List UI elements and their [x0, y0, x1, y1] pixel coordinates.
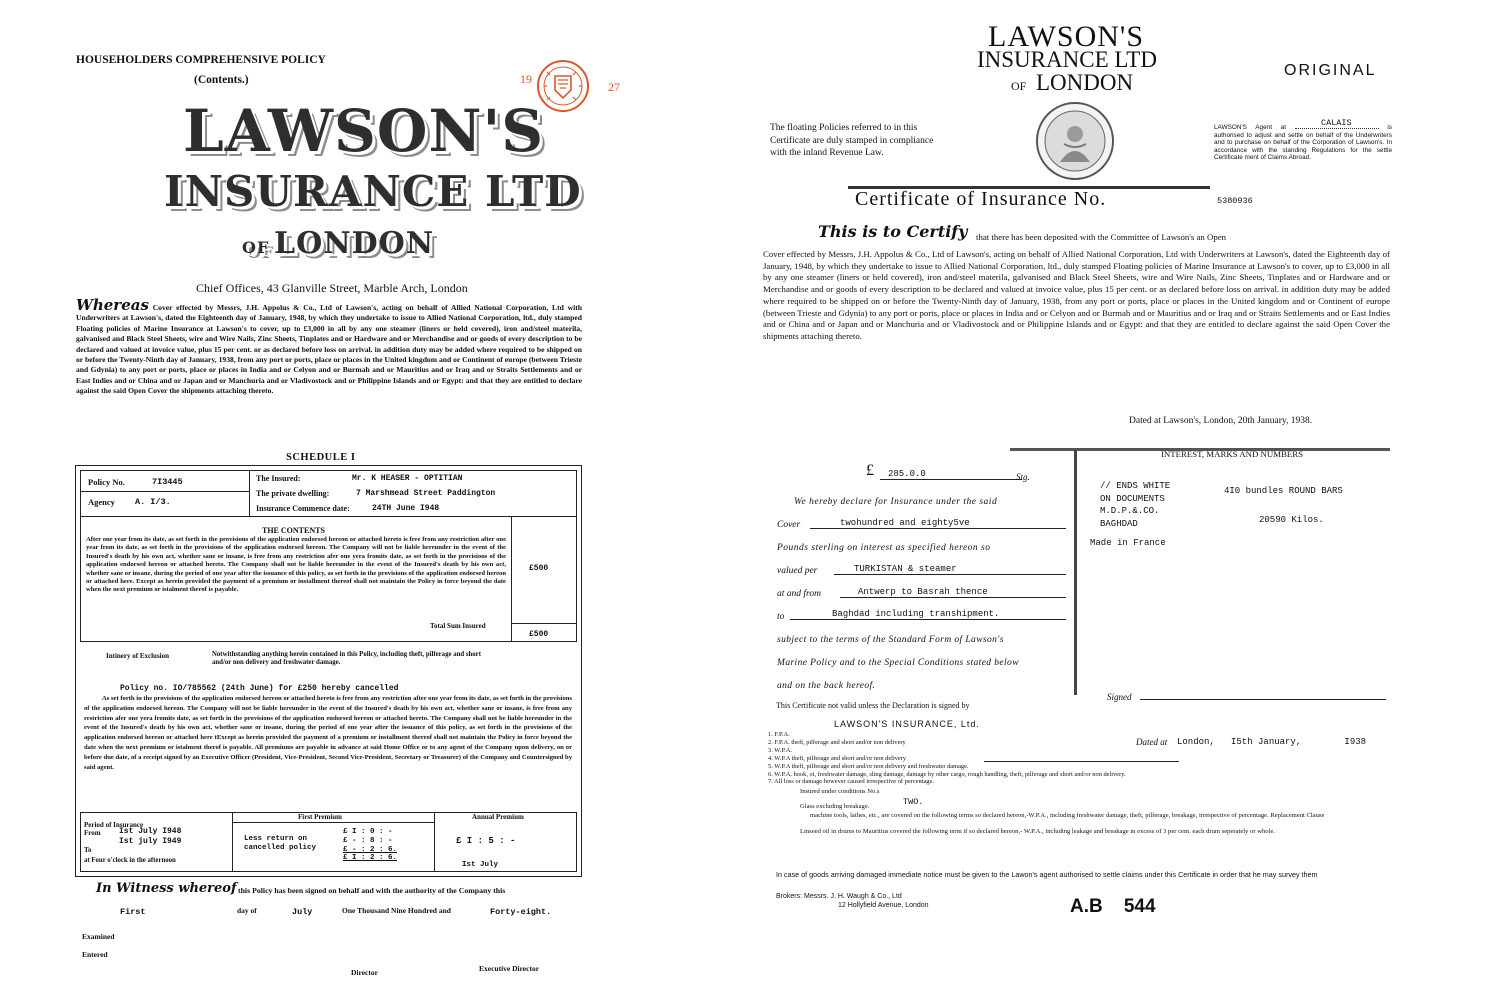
condition-6: 6. W.P.A. hook, oi, freshwater damage, sling damage, damage by other cargo, rough handling, theft, pilferage and short and/or non delivery. — [768, 770, 1126, 778]
exclusion-text: Notwithstanding anything herein contained in this Policy, including theft, pilferage and short and/or non delivery and freshwater damage. — [212, 651, 481, 667]
agency-value: A. I/3. — [135, 497, 171, 507]
commence-label: Insurance Commence date: — [256, 504, 350, 513]
examined-label: Examined — [82, 932, 115, 941]
right-title-of: OF — [1011, 79, 1027, 93]
total-amount: £500 — [529, 630, 549, 639]
conditions-two: TWO. — [903, 797, 924, 807]
company-signature: LAWSON'S INSURANCE, Ltd. — [834, 719, 980, 729]
contents-title: THE CONTENTS — [262, 526, 325, 535]
director-label: Director — [351, 968, 378, 977]
cancel-text: As set forth in the provisions of the application endorsed hereon or attached hereto is free from any restriction after one year from its date, as set forth in the provisions of the application endorsed hereon. The Company will not be liable hereunder in the event of the Insured's death by his own act, whether sane or insane, is free from any restriction afer one yera fromits date, as set forth in the provisions of the application endorsed hereon or attached hereto. The Company shall not be liable hereunder in the event of the Insured's death by his own act, whether sane or insane, during the period of one year after the issuance of this policy, as set forth in the provisions of the application endorsed hereon or attached here tExcept as herein provided the payment of a premium or installment thereof shall not maintain the Policy in force beyond the date when the next premium or istalment therof is payable. All premiums are payable in advance at said Home Office or to any agent of the Company upon delivery, on or before due date, of a receipt signed by an Executive Officer (President, Vice-President, Second Vice-President, Secretary or Treasurer) of the Company and Countersigned by said agent. — [84, 695, 572, 771]
to-value: Ist july I949 — [119, 837, 182, 846]
conditions-list — [768, 731, 1388, 786]
annual-date: Ist July — [462, 861, 499, 869]
premium-row-1: £ I : 0 : - — [343, 828, 393, 836]
chief-offices: Chief Offices, 43 Glanville Street, Marble Arch, London — [196, 281, 468, 295]
witness-text: this Policy has been signed on behalf and with the authority of the Company this — [238, 886, 506, 895]
damage-notice: In case of goods arriving damaged immediate notice must be given to the Lawon's agent authorised to settle claims under this Certificate in order that he may survey them — [776, 870, 1318, 879]
to-label: To — [84, 846, 92, 854]
exec-director-label: Executive Director — [479, 964, 540, 973]
marks-line-2: ON DOCUMENTS — [1100, 493, 1165, 504]
valued-value: TURKISTAN & steamer — [834, 564, 1066, 575]
premium-rows — [343, 828, 397, 863]
contents-amount: £500 — [529, 564, 549, 573]
whereas-word: Whereas — [76, 296, 149, 314]
right-title-line3: LONDON — [1036, 70, 1134, 95]
to-value: Baghdad including transhipment. — [790, 609, 1066, 620]
medallion-seal-icon — [1034, 100, 1116, 182]
condition-7: 7. All loss or damage however caused irrespective of percentage. — [768, 778, 934, 786]
condition-1: 1. F.P.A. — [768, 731, 790, 738]
witness-word: In Witness whereof — [96, 881, 237, 896]
goods-description: 4I0 bundles ROUND BARS — [1224, 486, 1343, 496]
left-title-line1: LAWSON'S — [183, 97, 545, 165]
brokers-line-1: Brokers: Messrs. J. H. Waugh & Co., Ltd — [776, 893, 902, 900]
machine-tools-note: machine tools, lathes, etc., are covered on the following terms so declared hereon,-W.P.A., including freshwater damage, theft, pilferage, breakage, irrespective of percentage. Replacement Clause — [810, 812, 1325, 819]
pounds-line: Pounds sterling on interest as specified hereon so — [777, 543, 991, 553]
premium-row-2: £ - : 8 : - — [343, 836, 393, 845]
cover-paragraph: Cover effected by Messrs, J.H. Appolus & Co., Ltd of Lawson's, acting on behalf of Allied National Corporation, Ltd with Underwriters at Lawson's, dated the Eighteenth day of January, 1948, by which they undertake to issue to Allied National Corporation, ltd., duly stamped Floating policies of Marine Insurance at Lawson's to cover, up to £3,000 in all by any one steamer (liners or held covered), iron and/steel materila, galvanised and Black Steel Sheets, wire and Wire Nails, Zinc Sheets, Tinplates and or Hardware and or Merchandise and or goods of every description to be declared and valued at invoice value, plus 15 per cent. or as declared before loss on arrival. in addition duty may be added where required to be shipped on or before the Twenty-Ninth day of January, 1938, from any port or ports, place or places in the United kingdom and or Continent of europe (between Trieste and Gdynia) to any port or ports, place or places in India and or Celyon and or Burmah and or Mauritius and or Iraq and or Straits Settlements and or East Indies and or China and or Japan and or Manchuria and or Vladivostock and or Philippine Islands and or Egypt: and that they are entitled to declare against the said Open Cover the shipments attaching thereto. — [763, 249, 1390, 341]
agent-text — [1214, 124, 1392, 162]
policy-subtype: (Contents.) — [194, 74, 249, 86]
agent-place: CALAIS — [1321, 118, 1352, 128]
insured-value: Mr. K HEASER - OPTITIAN — [352, 474, 463, 483]
amount-value: 285.0.0 — [880, 469, 1022, 480]
agent-text-2: is authorised to adjust and settle on behalf of the Underwriters and to purchase on behalf of the Corporation of Lawson's. In accordance with the standing Regulations for the settle Certificate ment of Claims Abroad. — [1214, 124, 1392, 162]
left-title-of: OF — [242, 238, 270, 257]
subject-line: subject to the terms of the Standard Form of Lawson's — [777, 635, 1004, 645]
condition-4: 4. W.P.A theft, pilferage and short and/or non delivery — [768, 754, 907, 762]
whereas-paragraph — [76, 296, 583, 397]
signed-label: Signed — [1107, 692, 1132, 702]
from-value: Ist July I948 — [119, 827, 182, 836]
marine-line: Marine Policy and to the Special Conditions stated below — [777, 658, 1019, 668]
declare-line: We hereby declare for Insurance under the said — [794, 497, 998, 507]
schedule-title: SCHEDULE I — [286, 452, 356, 463]
dwelling-value: 7 Marshmead Street Paddington — [356, 489, 496, 498]
premium-row-4: £ I : 2 : 6. — [343, 854, 398, 863]
made-in: Made in France — [1090, 538, 1166, 548]
seal-year-left: 19 — [520, 72, 532, 86]
reference-code: A.B 544 — [1070, 896, 1156, 917]
witness-dayof: day of — [237, 906, 257, 915]
annual-value: £ I : 5 : - — [456, 836, 516, 846]
goods-weight: 20590 Kilos. — [1259, 515, 1324, 525]
witness-month: July — [292, 907, 313, 917]
agent-text-1: LAWSON'S Agent at — [1214, 124, 1286, 131]
dated-at-label: Dated at — [1136, 737, 1168, 747]
policy-no-value: 7I3445 — [152, 477, 183, 487]
brokers-line-2: 12 Hollyfield Avenue, London — [838, 902, 929, 909]
witness-year: Forty-eight. — [490, 907, 552, 917]
marks-line-1: // ENDS WHITE — [1100, 481, 1171, 491]
cover-label: Cover — [777, 520, 801, 530]
certificate-number: 5380936 — [1217, 196, 1253, 206]
to-label: to — [777, 612, 785, 622]
from-label: From — [84, 829, 101, 837]
dated-line: Dated at Lawson's, London, 20th January, 1938. — [1129, 416, 1313, 426]
glass-note: Glass excluding breakage. — [800, 803, 870, 810]
afternoon-note: at Four o'clock in the afternoon — [84, 857, 176, 864]
condition-2: 2. F.P.A. theft, pilferage and short and/or non delivery — [768, 738, 906, 746]
cover-value: twohundred and eighty5ve — [810, 518, 1066, 529]
dwelling-label: The private dwelling: — [256, 489, 330, 498]
premium-row-3: £ - : 2 : 6. — [343, 845, 398, 854]
certificate-title: Certificate of Insurance No. — [855, 188, 1107, 210]
pound-sign: £ — [866, 462, 874, 479]
left-title-line2: INSURANCE LTD — [164, 167, 582, 216]
period-label: Period of Insurance — [84, 821, 144, 829]
commence-value: 24TH June I948 — [372, 504, 440, 513]
contents-text: After one year from its date, as set forth in the provisions of the application endorsed hereon or attached hereto is free from any restriction after one year from its date, as set forth in the provisions of the application endorsed hereon. The Company will not be liable hereunder in the event of the Insured's death by his own act, whether sane or insane, is free from any restriction afer one yera fromits date, as set forth in the provisions of the application endorsed hereon or attached hereto. The Company shall not be liable hereunder in the event of the Insured's death by his own act, whether sane or insane, during the period of one year after the issuance of this policy, as set forth in the provisions of the application endorsed hereon or attached here. Except as herein provided the payment of a premium or installment thereof shall not maintain the Policy in force beyond the date when the next premium or istalment therof is payable. — [86, 536, 506, 594]
interest-label: INTEREST, MARKS AND NUMBERS — [1161, 449, 1304, 459]
right-title-line1: LAWSON'S — [988, 20, 1145, 53]
exclusion-label: Intinery of Exclusion — [106, 652, 170, 660]
less-return-label: Less return on cancelled policy — [244, 835, 317, 852]
policy-no-label: Policy No. — [88, 477, 125, 487]
at-from-label: at and from — [777, 589, 821, 599]
certify-text: that there has been deposited with the Committee of Lawson's an Open — [976, 232, 1227, 242]
total-label: Total Sum Insured — [430, 622, 486, 630]
certify-word: This is to Certify — [818, 222, 968, 241]
condition-5: 5. W.P.A theft, pilferage and short and/or non delivery and freshwater damage. — [768, 762, 969, 770]
back-line: and on the back hereof. — [777, 681, 876, 691]
seal-year-right: 27 — [608, 80, 620, 94]
right-title-line2: INSURANCE LTD — [977, 47, 1157, 72]
insured-under: Insured under conditions No.s — [800, 788, 880, 795]
agency-label: Agency — [88, 497, 115, 507]
marks-line-4: BAGHDAD — [1100, 518, 1138, 529]
left-title-line3: LONDON — [274, 226, 435, 261]
insured-label: The Insured: — [256, 474, 301, 483]
dated-at-value: London, I5th January, I938 — [1177, 737, 1367, 747]
linseed-note: Linseed oil in drums to Mauritius covered the following term if so declared hereon,- W.P.A., including leakage and breakage in excess of 3 per cent. each drum seperately or whole. — [800, 828, 1275, 835]
marks-line-3: M.D.P.&.CO. — [1100, 506, 1160, 516]
witness-first: First — [120, 907, 146, 917]
floating-note: The floating Policies referred to in this Certificate are duly stamped in compliance with the inland Revenue Law. — [770, 123, 934, 158]
policy-type: HOUSEHOLDERS COMPREHENSIVE POLICY — [76, 54, 326, 66]
witness-thousand: One Thousand Nine Hundred and — [342, 906, 451, 915]
whereas-text: Cover effected by Messrs, J.H. Appolus & Co., Ltd of Lawson's, acting on behalf of Allied National Corporation, Ltd with Underwriters at Lawson's, dated the Eighteenth day of January, 1948, by which they undertake to issue to Allied National Corporation, ltd., duly stamped Floating policies of Marine Insurance at Lawson's to cover, up to £3,000 in all by any one steamer (liners or held covered), iron and/steel materila, galvanised and Black Steel Sheets, wire and Wire Nails, Zinc Sheets, Tinplates and or Hardware and or Merchandise and or goods of every description to be declared and valued at invoice value, plus 15 per cent. or as declared before loss on arrival. in addition duty may be added where required to be shipped on or before the Twenty-Ninth day of January, 1938, from any port or ports, place or places in the United kingdom and or Continent of europe (between Trieste and Gdynia) to any port or ports, place or places in India and or Celyon and or Burmah and or Mauritius and or Iraq and or Straits Settlements and or East Indies and or China and or Japan and or Manchuria and or Vladivostock and or Philippine Islands and or Egypt: and that they are entitled to declare against the said Open Cover the shipments attaching thereto. — [76, 303, 583, 396]
stg-label: Stg. — [1016, 472, 1030, 482]
not-valid-note: This Certificate not valid unless the Declaration is signed by — [776, 701, 970, 710]
annual-label: Annual Premium — [472, 813, 524, 821]
valued-label: valued per — [777, 566, 818, 576]
entered-label: Entered — [82, 950, 108, 959]
marks-block — [1100, 480, 1170, 530]
original-label: ORIGINAL — [1284, 62, 1377, 79]
condition-3: 3. W.P.A. — [768, 746, 792, 754]
first-premium-label: First Premium — [298, 813, 342, 821]
cancel-line: Policy no. IO/785562 (24th June) for £250 hereby cancelled — [120, 684, 399, 693]
at-from-value: Antwerp to Basrah thence — [840, 587, 1066, 598]
